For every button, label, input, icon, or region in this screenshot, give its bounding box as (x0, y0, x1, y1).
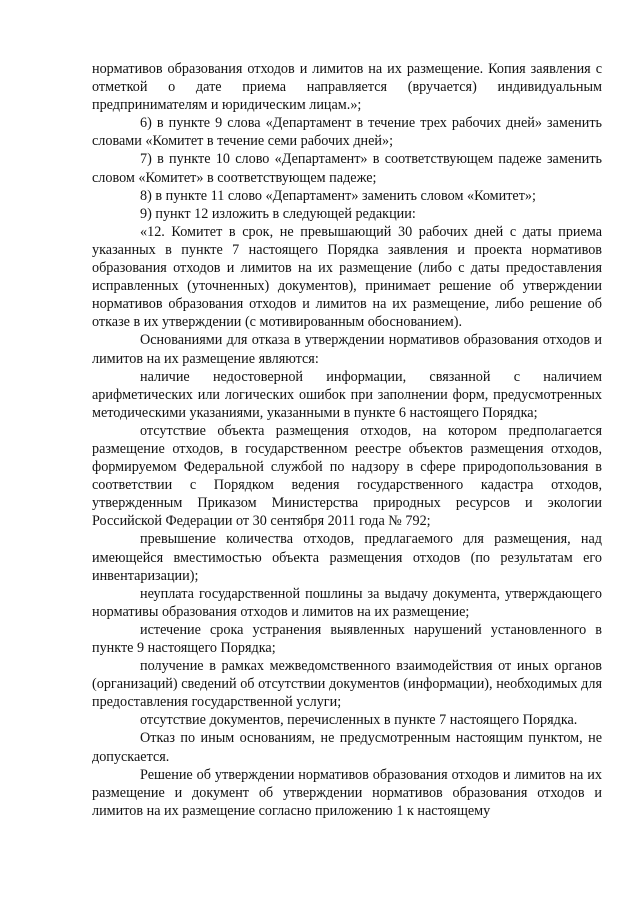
paragraph: Основаниями для отказа в утверждении нормативов образования отходов и лимитов на их размещение являются: (92, 332, 602, 367)
paragraph: отсутствие документов, перечисленных в пункте 7 настоящего Порядка. (140, 712, 578, 729)
document-page (92, 60, 602, 820)
paragraph: отсутствие объекта размещения отходов, на котором предполагается размещение отходов, в государственном реестре объектов размещения отходов, формируемом Федеральной службой по надзору в сфере природопользования в соответствии с Порядком ведения государственного кадастра отходов, утвержденным Приказом Министерства природных ресурсов и экологии Российской Федерации от 30 сентября 2011 года № 792; (92, 422, 602, 530)
paragraph: Решение об утверждении нормативов образования отходов и лимитов на их размещение и документ об утверждении нормативов образования отходов и лимитов на их размещение согласно приложению 1 к настоящему (92, 766, 602, 819)
paragraph: 7) в пункте 10 слово «Департамент» в соответствующем падеже заменить словом «Комитет» в соответствующем падеже; (92, 151, 602, 186)
paragraph: неуплата государственной пошлины за выдачу документа, утверждающего нормативы образования отходов и лимитов на их размещение; (92, 585, 602, 620)
paragraph: истечение срока устранения выявленных нарушений установленного в пункте 9 настоящего Порядка; (92, 621, 602, 656)
paragraph: «12. Комитет в срок, не превышающий 30 рабочих дней с даты приема указанных в пункте 7 настоящего Порядка заявления и проекта нормативов образования отходов и лимитов на их размещение (либо с даты предоставления исправленных (уточненных) документов), принимает решение об утверждении нормативов образования отходов и лимитов на их размещение, либо решение об отказе в их утверждении (с мотивированным обоснованием). (92, 223, 602, 331)
paragraph: получение в рамках межведомственного взаимодействия от иных органов (организаций) сведений об отсутствии документов (информации), необходимых для предоставления государственной услуги; (92, 658, 602, 711)
paragraph: 8) в пункте 11 слово «Департамент» заменить словом «Комитет»; (140, 187, 536, 204)
paragraph: наличие недостоверной информации, связанной с наличием арифметических или логических ошибок при заполнении форм, предусмотренных методическими указаниями, указанными в пункте 6 настоящего Порядка; (92, 368, 602, 421)
paragraph: 9) пункт 12 изложить в следующей редакции: (140, 205, 416, 222)
paragraph: Отказ по иным основаниям, не предусмотренным настоящим пунктом, не допускается. (92, 730, 602, 765)
paragraph: превышение количества отходов, предлагаемого для размещения, над имеющейся вместимостью объекта размещения отходов (по результатам его инвентаризации); (92, 531, 602, 584)
paragraph: 6) в пункте 9 слова «Департамент в течение трех рабочих дней» заменить словами «Комитет в течение семи рабочих дней»; (92, 115, 602, 150)
paragraph: нормативов образования отходов и лимитов на их размещение. Копия заявления с отметкой о дате приема направляется (вручается) индивидуальным предпринимателям и юридическим лицам.»; (92, 61, 602, 114)
